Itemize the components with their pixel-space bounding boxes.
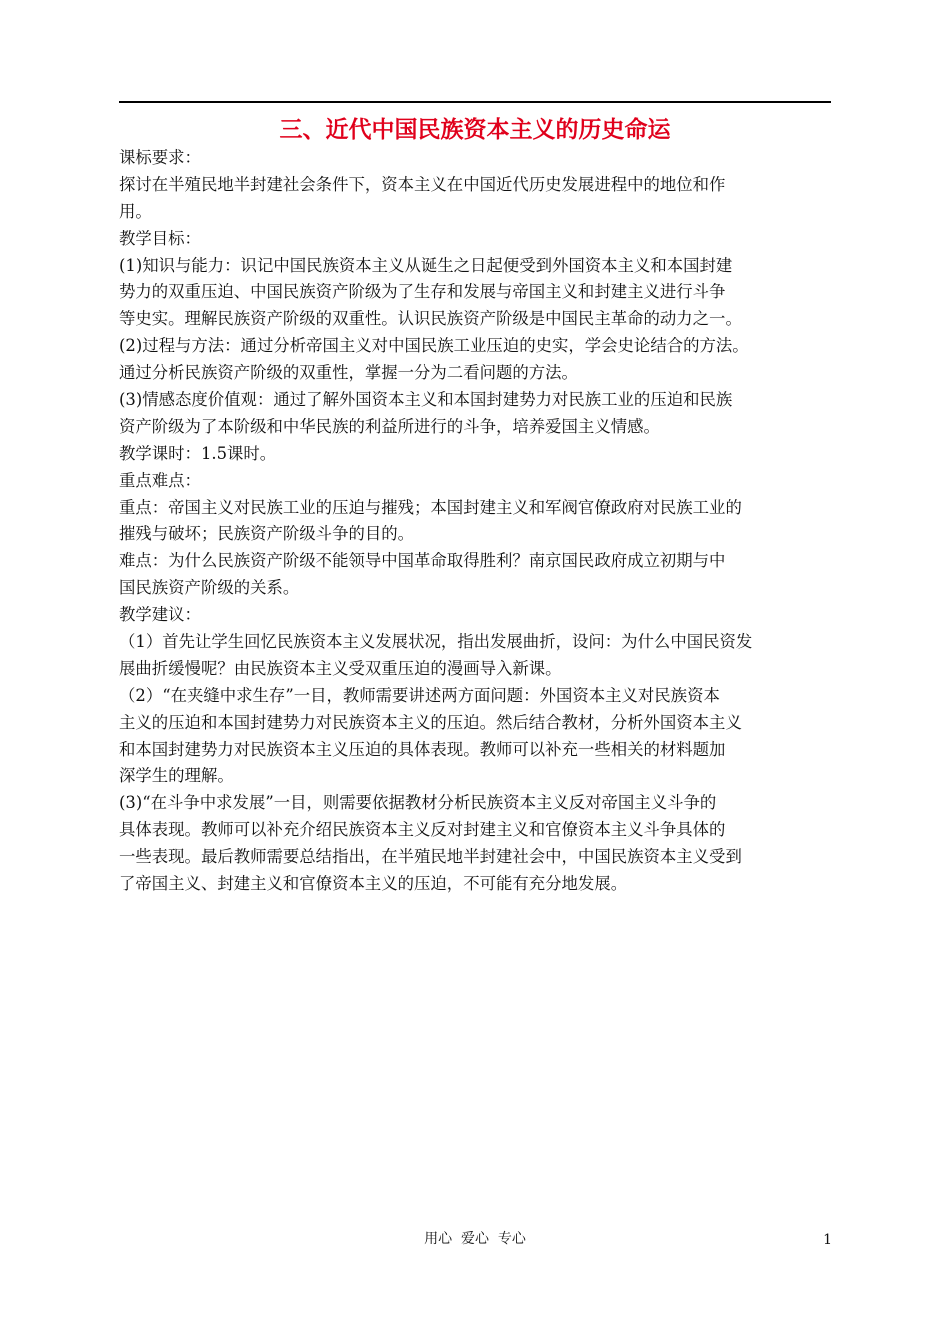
body-line: 势力的双重压迫、中国民族资产阶级为了生存和发展与帝国主义和封建主义进行斗争 [119, 282, 726, 302]
footer-motto: 用心 爱心 专心 [424, 1231, 526, 1247]
page-number: 1 [823, 1232, 832, 1248]
header-rule [119, 101, 831, 103]
body-line: 通过分析民族资产阶级的双重性，掌握一分为二看问题的方法。 [119, 363, 578, 383]
body-line: 教学建议： [119, 605, 201, 625]
body-line: 摧残与破坏；民族资产阶级斗争的目的。 [119, 524, 415, 544]
body-line: 了帝国主义、封建主义和官僚资本主义的压迫，不可能有充分地发展。 [119, 874, 628, 894]
body-line: 资产阶级为了本阶级和中华民族的利益所进行的斗争，培养爱国主义情感。 [119, 416, 660, 436]
body-line: 和本国封建势力对民族资本主义压迫的具体表现。教师可以补充一些相关的材料题加 [119, 739, 726, 759]
body-line: 主义的压迫和本国封建势力对民族资本主义的压迫。然后结合教材，分析外国资本主义 [119, 712, 742, 732]
body-line: (2)过程与方法：通过分析帝国主义对中国民族工业压迫的史实，学会史论结合的方法。 [119, 336, 749, 356]
body-line: (1)知识与能力：识记中国民族资本主义从诞生之日起便受到外国资本主义和本国封建 [119, 255, 733, 275]
body-line: (3)情感态度价值观：通过了解外国资本主义和本国封建势力对民族工业的压迫和民族 [119, 390, 733, 410]
body-line: (3)“在斗争中求发展”一目，则需要依据教材分析民族资本主义反对帝国主义斗争的 [119, 793, 717, 813]
body-line: 教学目标： [119, 228, 201, 248]
body-line: 等史实。理解民族资产阶级的双重性。认识民族资产阶级是中国民主革命的动力之一。 [119, 309, 742, 329]
document-body [119, 145, 833, 898]
body-line: 展曲折缓慢呢？由民族资本主义受双重压迫的漫画导入新课。 [119, 658, 562, 678]
body-line: 国民族资产阶级的关系。 [119, 578, 300, 598]
body-line: 具体表现。教师可以补充介绍民族资本主义反对封建主义和官僚资本主义斗争具体的 [119, 820, 726, 840]
body-line: 难点：为什么民族资产阶级不能领导中国革命取得胜利？南京国民政府成立初期与中 [119, 551, 726, 571]
body-line: 重点：帝国主义对民族工业的压迫与摧残；本国封建主义和军阀官僚政府对民族工业的 [119, 497, 742, 517]
page-title: 三、近代中国民族资本主义的历史命运 [279, 116, 671, 143]
body-line: 教学课时：1.5课时。 [119, 443, 277, 463]
body-line: （1）首先让学生回忆民族资本主义发展状况，指出发展曲折，设问：为什么中国民资发 [119, 632, 753, 652]
body-line: （2）“在夹缝中求生存”一目，教师需要讲述两方面问题：外国资本主义对民族资本 [119, 685, 720, 705]
body-line: 一些表现。最后教师需要总结指出，在半殖民地半封建社会中，中国民族资本主义受到 [119, 847, 742, 867]
body-line: 用。 [119, 201, 152, 221]
body-line: 深学生的理解。 [119, 766, 234, 786]
body-line: 课标要求： [119, 148, 201, 167]
body-line: 探讨在半殖民地半封建社会条件下，资本主义在中国近代历史发展进程中的地位和作 [119, 174, 726, 194]
body-line: 重点难点： [119, 470, 201, 490]
